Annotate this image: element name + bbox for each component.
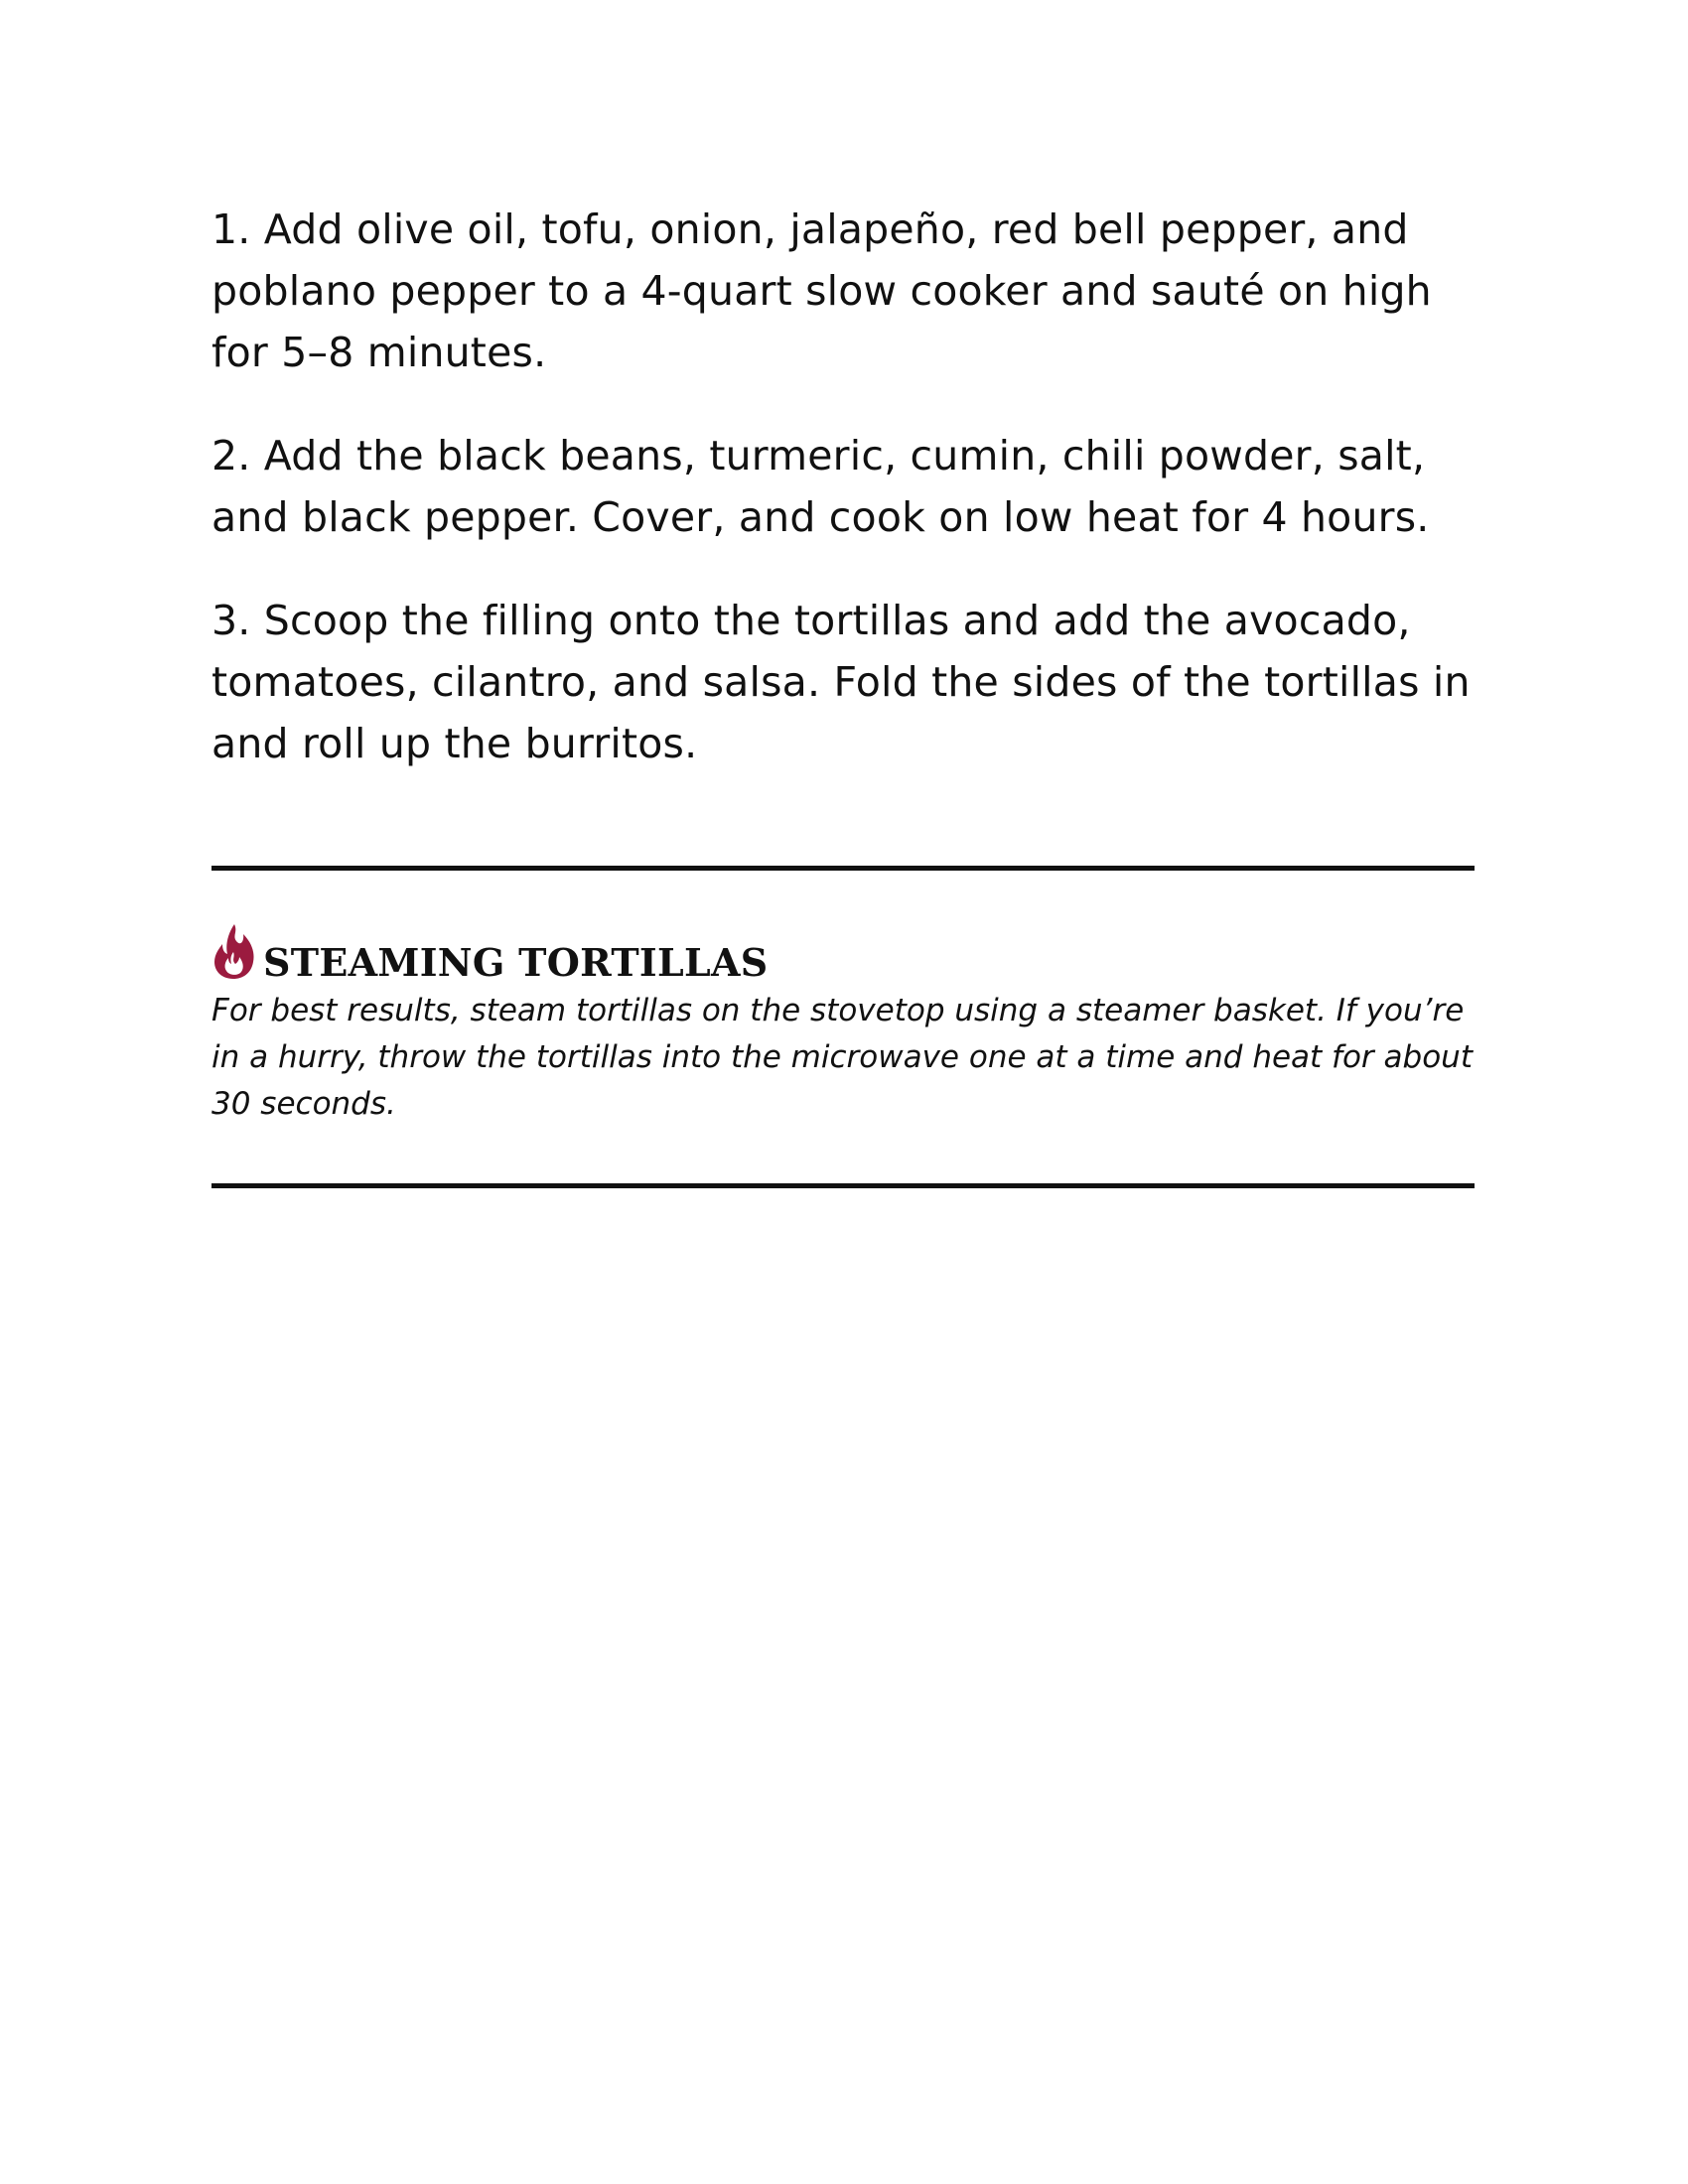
tip-box [211,871,1475,1183]
instructions-list [211,199,1475,774]
instruction-step: 3. Scoop the filling onto the tortillas and add the avocado, tomatoes, cilantro, and salsa. Fold the sides of the tortillas in and roll up the burritos. [211,597,1471,767]
tip-title: STEAMING TORTILLAS [263,940,769,985]
instruction-step: 1. Add olive oil, tofu, onion, jalapeño, red bell pepper, and poblano pepper to a 4-quart slow cooker and sauté on high for 5–8 minutes. [211,205,1432,376]
divider-bottom [211,1183,1475,1188]
recipe-page [211,199,1475,1188]
flame-icon [211,922,257,980]
instruction-step: 2. Add the black beans, turmeric, cumin, chili powder, salt, and black pepper. Cover, and cook on low heat for 4 hours. [211,432,1430,541]
tip-heading [211,920,1475,985]
tip-body: For best results, steam tortillas on the stovetop using a steamer basket. If you’re in a hurry, throw the tortillas into the microwave one at a time and heat for about 30 seconds. [211,993,1473,1122]
